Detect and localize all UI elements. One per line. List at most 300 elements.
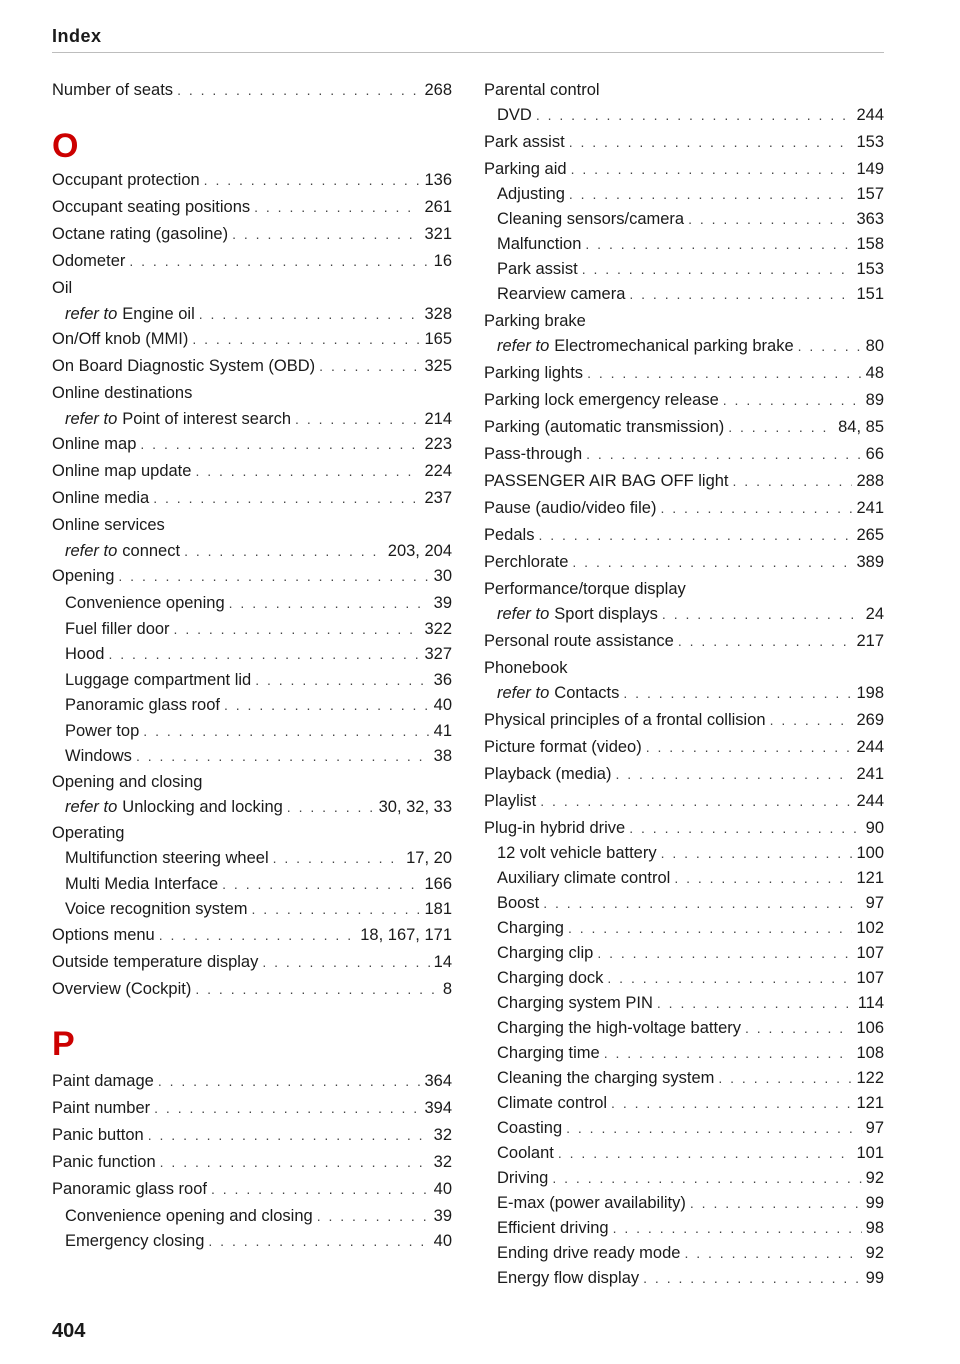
- index-entry: [52, 1096, 452, 1120]
- dot-leader: [571, 157, 853, 181]
- index-term: Octane rating (gasoline): [52, 225, 229, 243]
- index-term: On/Off knob (MMI): [52, 330, 189, 348]
- dot-leader: [718, 1066, 852, 1090]
- index-entry: [52, 249, 452, 273]
- index-entry: [52, 1177, 452, 1201]
- index-term: Hood: [65, 645, 105, 663]
- index-subentry: [484, 966, 884, 990]
- cross-reference-label: refer to: [65, 541, 118, 560]
- section-letter-o: O: [52, 127, 79, 165]
- index-term: On Board Diagnostic System (OBD): [52, 357, 316, 375]
- dot-leader: [552, 1166, 861, 1190]
- dot-leader: [140, 432, 420, 456]
- index-page-ref: 40: [433, 1180, 452, 1198]
- index-subentry: [484, 1216, 884, 1240]
- index-subentry: [484, 841, 884, 865]
- dot-leader: [229, 591, 430, 615]
- index-term: Opening and closing: [52, 772, 203, 791]
- dot-leader: [154, 1096, 420, 1120]
- cross-reference-label: refer to: [65, 409, 118, 428]
- dot-leader: [536, 103, 853, 127]
- dot-leader: [232, 222, 420, 246]
- index-entry: [52, 1069, 452, 1093]
- index-subentry: [52, 846, 452, 870]
- dot-leader: [662, 602, 862, 626]
- index-page-ref: 107: [856, 944, 884, 962]
- index-term: Charging: [497, 919, 564, 937]
- index-entry: [484, 629, 884, 653]
- index-subentry: [52, 539, 452, 563]
- index-term: Driving: [497, 1169, 549, 1187]
- index-subentry: [52, 407, 452, 431]
- index-term: Charging clip: [497, 944, 594, 962]
- index-subentry: [52, 1229, 452, 1253]
- index-subentry: [52, 872, 452, 896]
- index-page-ref: 99: [865, 1269, 884, 1287]
- index-term: Cleaning the charging system: [497, 1069, 715, 1087]
- dot-leader: [118, 564, 429, 588]
- index-page-ref: 30, 32, 33: [378, 798, 452, 816]
- index-page-ref: 389: [856, 553, 884, 571]
- index-page-ref: 17, 20: [406, 849, 452, 867]
- index-entry: [52, 276, 452, 300]
- index-term: Climate control: [497, 1094, 608, 1112]
- dot-leader: [728, 415, 834, 439]
- index-entry: [484, 388, 884, 412]
- dot-leader: [195, 977, 438, 1001]
- dot-leader: [607, 966, 852, 990]
- index-entry: [52, 1123, 452, 1147]
- dot-leader: [688, 207, 852, 231]
- dot-leader: [684, 1241, 861, 1265]
- index-page-ref: 92: [865, 1244, 884, 1262]
- dot-leader: [569, 182, 853, 206]
- index-term: Opening: [52, 567, 115, 585]
- index-page-ref: 288: [856, 472, 884, 490]
- index-page-ref: 136: [424, 171, 452, 189]
- index-entry: [484, 157, 884, 181]
- index-page-ref: 24: [865, 605, 884, 623]
- index-page-ref: 36: [433, 670, 452, 689]
- dot-leader: [174, 617, 421, 641]
- dot-leader: [108, 642, 420, 666]
- index-page-ref: 203, 204: [387, 541, 452, 560]
- index-term: Performance/torque display: [484, 580, 686, 598]
- index-subentry: [484, 1016, 884, 1040]
- index-term: Odometer: [52, 252, 126, 270]
- index-subentry: [484, 681, 884, 705]
- index-term: Convenience opening: [65, 594, 225, 612]
- dot-leader: [208, 1229, 429, 1253]
- index-page-ref: 265: [856, 526, 884, 544]
- dot-leader: [195, 459, 420, 483]
- dot-leader: [566, 1116, 862, 1140]
- index-page-ref: 48: [865, 364, 884, 382]
- dot-leader: [252, 897, 421, 921]
- index-page-ref: 108: [856, 1044, 884, 1062]
- dot-leader: [568, 916, 853, 940]
- index-entry: [52, 770, 452, 794]
- index-page-ref: 157: [856, 185, 884, 203]
- index-entry: [484, 789, 884, 813]
- index-page-ref: 97: [865, 894, 884, 912]
- index-subentry: [52, 693, 452, 717]
- index-subentry: [52, 591, 452, 615]
- index-page-ref: 40: [433, 696, 452, 714]
- index-entry: [484, 656, 884, 680]
- dot-leader: [615, 762, 852, 786]
- cross-reference-label: refer to: [497, 605, 550, 623]
- index-page-ref: 80: [865, 337, 884, 355]
- index-page-ref: 268: [424, 81, 452, 99]
- index-page-ref: 102: [856, 919, 884, 937]
- index-page-ref: 99: [865, 1194, 884, 1212]
- index-term: Unlocking and locking: [122, 798, 283, 816]
- index-subentry: [52, 302, 452, 326]
- index-term: Panoramic glass roof: [52, 1180, 207, 1198]
- dot-leader: [211, 1177, 430, 1201]
- index-term: Paint damage: [52, 1072, 154, 1090]
- index-term: PASSENGER AIR BAG OFF light: [484, 472, 729, 490]
- index-subentry: [484, 1066, 884, 1090]
- index-subentry: [52, 642, 452, 666]
- dot-leader: [317, 1204, 430, 1228]
- dot-leader: [222, 872, 420, 896]
- index-page-ref: 149: [856, 160, 884, 178]
- index-entry: [484, 577, 884, 601]
- section-letter-p: P: [52, 1025, 75, 1063]
- index-subentry: [484, 232, 884, 256]
- index-page-ref: 8: [442, 979, 452, 998]
- index-subentry: [484, 1266, 884, 1290]
- dot-leader: [745, 1016, 852, 1040]
- header-divider: [52, 52, 884, 53]
- index-page-ref: 92: [865, 1169, 884, 1187]
- index-page-ref: 214: [424, 409, 452, 428]
- index-entry: [52, 977, 452, 1001]
- dot-leader: [723, 388, 862, 412]
- dot-leader: [160, 1150, 430, 1174]
- index-page-ref: 39: [433, 1207, 452, 1225]
- index-subentry: [484, 182, 884, 206]
- dot-leader: [678, 629, 853, 653]
- index-entry: [52, 168, 452, 192]
- index-term: Online media: [52, 489, 150, 507]
- index-entry: [484, 415, 884, 439]
- dot-leader: [262, 950, 429, 974]
- index-subentry: [484, 1041, 884, 1065]
- index-term: Charging system PIN: [497, 994, 653, 1012]
- dot-leader: [661, 841, 853, 865]
- index-subentry: [484, 866, 884, 890]
- dot-leader: [153, 486, 420, 510]
- index-page-ref: 89: [865, 391, 884, 409]
- index-term: Adjusting: [497, 185, 565, 203]
- index-term: Occupant protection: [52, 171, 200, 189]
- dot-leader: [255, 668, 429, 692]
- index-term: Sport displays: [554, 605, 658, 623]
- cross-reference-label: refer to: [65, 304, 118, 323]
- index-term: Ending drive ready mode: [497, 1244, 681, 1262]
- index-page-ref: 244: [856, 106, 884, 124]
- index-entry: [484, 361, 884, 385]
- cross-reference-label: refer to: [65, 798, 118, 816]
- dot-leader: [569, 130, 853, 154]
- index-term: Online destinations: [52, 384, 193, 402]
- index-term: Efficient driving: [497, 1219, 609, 1237]
- index-term: Parental control: [484, 81, 600, 99]
- index-subentry: [484, 1241, 884, 1265]
- dot-leader: [184, 539, 384, 563]
- index-entry: [52, 222, 452, 246]
- index-page-ref: 363: [856, 210, 884, 228]
- index-entry: [484, 309, 884, 333]
- dot-leader: [597, 941, 852, 965]
- index-page-ref: 84, 85: [838, 418, 884, 436]
- index-subentry: [52, 719, 452, 743]
- index-term: Engine oil: [122, 304, 195, 323]
- index-term: Paint number: [52, 1099, 151, 1117]
- dot-leader: [613, 1216, 862, 1240]
- index-entry: [52, 327, 452, 351]
- dot-leader: [538, 523, 852, 547]
- dot-leader: [585, 232, 852, 256]
- index-subentry: [484, 1116, 884, 1140]
- dot-leader: [159, 923, 357, 947]
- index-page-ref: 66: [865, 445, 884, 463]
- index-term: Rearview camera: [497, 285, 626, 303]
- index-term: Auxiliary climate control: [497, 869, 671, 887]
- index-subentry: [484, 1141, 884, 1165]
- index-term: E-max (power availability): [497, 1194, 686, 1212]
- index-term: Boost: [497, 894, 540, 912]
- index-entry: [484, 78, 884, 102]
- index-page-ref: 237: [424, 489, 452, 507]
- index-entry: [52, 432, 452, 456]
- index-term: connect: [122, 541, 181, 560]
- index-term: Charging time: [497, 1044, 600, 1062]
- index-page-ref: 107: [856, 969, 884, 987]
- index-subentry: [484, 991, 884, 1015]
- index-entry: [484, 130, 884, 154]
- index-page-ref: 151: [856, 285, 884, 303]
- dot-leader: [177, 78, 420, 102]
- index-page-ref: 224: [424, 462, 452, 480]
- index-page-ref: 327: [424, 645, 452, 663]
- index-page-ref: 165: [424, 330, 452, 348]
- index-page-ref: 328: [424, 304, 452, 323]
- index-page-ref: 114: [857, 994, 884, 1012]
- index-subentry: [52, 744, 452, 768]
- index-page-ref: 181: [424, 900, 452, 918]
- cross-reference-label: refer to: [497, 684, 550, 702]
- index-entry: [484, 735, 884, 759]
- index-subentry: [484, 103, 884, 127]
- index-subentry: [484, 916, 884, 940]
- index-term: Emergency closing: [65, 1232, 205, 1250]
- index-page-ref: 322: [424, 619, 452, 638]
- index-page-ref: 121: [856, 869, 884, 887]
- dot-leader: [540, 789, 852, 813]
- index-term: Parking lights: [484, 364, 584, 382]
- index-page-ref: 39: [433, 594, 452, 612]
- index-entry: [484, 496, 884, 520]
- index-subentry: [52, 1204, 452, 1228]
- index-page-ref: 394: [424, 1099, 452, 1117]
- dot-leader: [643, 1266, 861, 1290]
- dot-leader: [629, 816, 861, 840]
- dot-leader: [192, 327, 420, 351]
- index-term: Parking (automatic transmission): [484, 418, 725, 436]
- index-entry: [484, 469, 884, 493]
- index-page-ref: 364: [424, 1072, 452, 1090]
- index-page-ref: 32: [433, 1153, 452, 1171]
- index-page-ref: 100: [856, 844, 884, 862]
- index-term: Playback (media): [484, 765, 612, 783]
- dot-leader: [287, 795, 375, 819]
- index-term: Online map update: [52, 462, 192, 480]
- index-term: Pass-through: [484, 445, 583, 463]
- index-term: Park assist: [484, 133, 565, 151]
- index-page-ref: 122: [856, 1069, 884, 1087]
- index-entry: [52, 354, 452, 378]
- index-entry: [484, 523, 884, 547]
- dot-leader: [798, 334, 862, 358]
- dot-leader: [295, 407, 420, 431]
- dot-leader: [129, 249, 429, 273]
- index-term: Phonebook: [484, 659, 568, 677]
- index-page-ref: 40: [433, 1232, 452, 1250]
- index-page-ref: 14: [433, 952, 452, 971]
- index-subentry: [484, 1191, 884, 1215]
- index-page-ref: 241: [856, 499, 884, 517]
- index-term: Overview (Cockpit): [52, 979, 192, 998]
- index-subentry: [52, 795, 452, 819]
- index-term: Electromechanical parking brake: [554, 337, 794, 355]
- index-term: Oil: [52, 279, 73, 297]
- index-term: Panic button: [52, 1126, 144, 1144]
- index-term: 12 volt vehicle battery: [497, 844, 657, 862]
- dot-leader: [273, 846, 403, 870]
- dot-leader: [199, 302, 421, 326]
- index-term: Personal route assistance: [484, 632, 674, 650]
- index-subentry: [484, 282, 884, 306]
- index-term: Pause (audio/video file): [484, 499, 657, 517]
- index-page-ref: 244: [856, 792, 884, 810]
- index-term: Charging dock: [497, 969, 604, 987]
- index-page-ref: 153: [856, 133, 884, 151]
- index-entry: [52, 1150, 452, 1174]
- index-term: Power top: [65, 721, 140, 740]
- index-entry: [52, 195, 452, 219]
- index-page-ref: 261: [424, 198, 452, 216]
- index-subentry: [52, 617, 452, 641]
- dot-leader: [558, 1141, 853, 1165]
- index-page-ref: 38: [433, 747, 452, 765]
- index-page-ref: 166: [424, 874, 452, 893]
- index-term: Online map: [52, 435, 137, 453]
- dot-leader: [319, 354, 420, 378]
- index-term: Voice recognition system: [65, 900, 248, 918]
- index-page-ref: 217: [856, 632, 884, 650]
- index-page-ref: 121: [856, 1094, 884, 1112]
- index-term: Picture format (video): [484, 738, 642, 756]
- dot-leader: [587, 361, 862, 385]
- index-page-ref: 90: [865, 819, 884, 837]
- dot-leader: [660, 496, 852, 520]
- dot-leader: [582, 257, 853, 281]
- index-term: Multifunction steering wheel: [65, 849, 269, 867]
- index-term: Park assist: [497, 260, 578, 278]
- index-entry: [52, 381, 452, 405]
- index-term: Panoramic glass roof: [65, 696, 220, 714]
- index-term: Physical principles of a frontal collision: [484, 711, 766, 729]
- index-term: Energy flow display: [497, 1269, 640, 1287]
- index-page-ref: 158: [856, 235, 884, 253]
- dot-leader: [136, 744, 430, 768]
- dot-leader: [623, 681, 852, 705]
- index-term: Playlist: [484, 792, 537, 810]
- index-entry: [484, 442, 884, 466]
- index-term: Parking lock emergency release: [484, 391, 719, 409]
- index-term: Options menu: [52, 925, 155, 944]
- dot-leader: [611, 1091, 852, 1115]
- dot-leader: [604, 1041, 853, 1065]
- index-entry: [484, 762, 884, 786]
- dot-leader: [204, 168, 421, 192]
- index-page-ref: 153: [856, 260, 884, 278]
- index-page-ref: 241: [856, 765, 884, 783]
- index-subentry: [484, 891, 884, 915]
- index-term: Parking brake: [484, 312, 586, 330]
- index-term: Convenience opening and closing: [65, 1207, 313, 1225]
- index-page-ref: 106: [856, 1019, 884, 1037]
- index-term: Cleaning sensors/camera: [497, 210, 685, 228]
- index-page-ref: 325: [424, 357, 452, 375]
- dot-leader: [158, 1069, 421, 1093]
- index-page-ref: 198: [856, 684, 884, 702]
- index-page-ref: 244: [856, 738, 884, 756]
- index-term: Multi Media Interface: [65, 874, 219, 893]
- index-subentry: [484, 334, 884, 358]
- index-term: Occupant seating positions: [52, 198, 251, 216]
- dot-leader: [224, 693, 430, 717]
- index-term: Number of seats: [52, 81, 174, 99]
- index-entry: [484, 708, 884, 732]
- index-term: DVD: [497, 106, 532, 124]
- page-number: 404: [52, 1320, 86, 1342]
- dot-leader: [254, 195, 420, 219]
- index-term: Charging the high-voltage battery: [497, 1019, 741, 1037]
- cross-reference-label: refer to: [497, 337, 550, 355]
- index-subentry: [484, 602, 884, 626]
- index-entry: [52, 950, 452, 974]
- dot-leader: [629, 282, 852, 306]
- index-term: Point of interest search: [122, 409, 292, 428]
- index-entry: [52, 821, 452, 845]
- index-term: Pedals: [484, 526, 535, 544]
- index-page-ref: 16: [433, 252, 452, 270]
- dot-leader: [674, 866, 852, 890]
- dot-leader: [646, 735, 853, 759]
- index-entry: [52, 923, 452, 947]
- index-entry: [52, 78, 452, 102]
- index-term: Plug-in hybrid drive: [484, 819, 626, 837]
- index-entry: [52, 486, 452, 510]
- index-entry: [52, 459, 452, 483]
- index-term: Windows: [65, 747, 132, 765]
- dot-leader: [148, 1123, 430, 1147]
